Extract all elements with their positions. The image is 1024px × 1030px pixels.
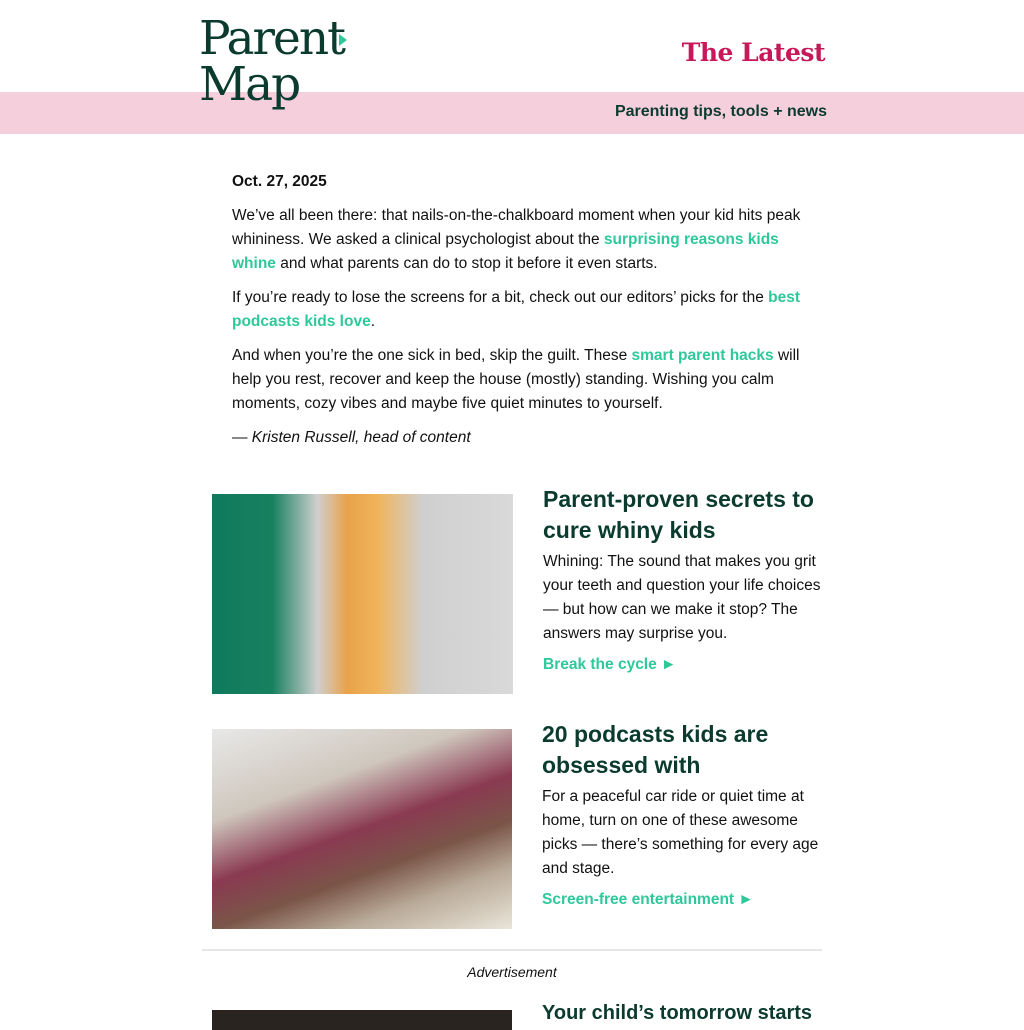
intro-letter [232,170,802,460]
article-description: For a peaceful car ride or quiet time at home, turn on one of these awesome picks — there’s something for every age and stage. [542,788,819,877]
parentmap-logo[interactable] [199,11,344,112]
text: We’ve all been there: that nails-on-the-chalkboard moment when your kid hits peak whininess. We asked a clinical psychologist about the [232,207,801,248]
article-title[interactable]: Parent-proven secrets to cure whiny kids [543,486,814,543]
tagline-band [0,92,1024,134]
article-cta-link[interactable]: Break the cycle ► [543,656,677,673]
text: If you’re ready to lose the screens for a bit, check out our editors’ picks for the [232,289,769,306]
logo-play-icon [339,34,347,46]
intro-paragraph-3 [232,344,802,416]
text: and what parents can do to stop it before it even starts. [275,255,658,272]
podcasts-link[interactable]: best podcasts kids love [232,289,801,330]
text: And when you’re the one sick in bed, skip the guilt. These [232,347,632,364]
tagline: Parenting tips, tools + news [614,103,827,120]
article-card [542,719,822,909]
signature: — Kristen Russell, head of content [232,429,471,446]
whine-link[interactable]: surprising reasons kids whine [232,231,779,272]
text: will help you rest, recover and keep the house (mostly) standing. Wishing you calm moments, cozy vibes and maybe five quiet minutes to yourself. [232,347,800,412]
intro-paragraph-1 [232,204,802,276]
edition-title: The Latest [681,38,825,67]
text: . [370,313,376,330]
article-cta-link[interactable]: Screen-free entertainment ► [542,891,754,908]
advertisement-label: Advertisement [467,964,557,980]
article-image-podcast-kid[interactable] [212,729,512,929]
ad-title[interactable]: Your child’s tomorrow starts [542,1002,813,1024]
article-title[interactable]: 20 podcasts kids are obsessed with [542,721,769,778]
hacks-link[interactable]: smart parent hacks [631,347,774,364]
logo-line1: Parent [199,11,344,66]
intro-paragraph-2 [232,286,802,334]
date: Oct. 27, 2025 [232,173,327,190]
article-image-whiny-kid[interactable] [212,494,513,694]
article-description: Whining: The sound that makes you grit your teeth and question your life choices — but how can we make it stop? The answers may surprise you. [543,553,821,642]
article-card [543,484,821,674]
divider [202,949,822,951]
logo-line2: Map [199,57,300,112]
ad-image[interactable] [212,1010,512,1030]
